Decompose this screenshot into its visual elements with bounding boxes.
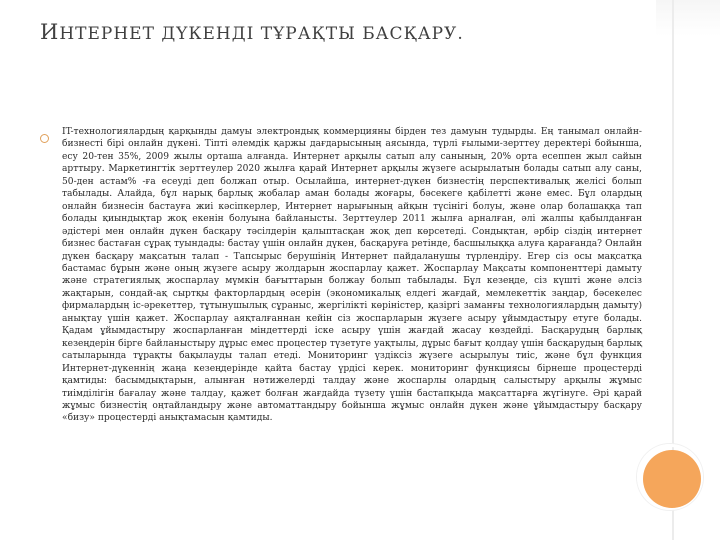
title-text: НТЕРНЕТ ДҮКЕНДІ ТҰРАҚТЫ БАСҚАРУ. [59,24,464,44]
decorative-orange-circle [643,450,701,508]
body-paragraph: IT-технологиялардың қарқынды дамуы электрондық коммерцияны бірден тез дамуын тудырды. Ең танымал онлайн-бизнесті бірі онлайн дүкені. Тіпті әлемдік қаржы дағдарысының аясында, түрлі ғылыми-зерттеу деректері бойынша, есу 20-тен 35%, 2009 жылы орташа алғанда. Интернет арқылы сатып алу санының, 20% орта есеппен жыл сайын арттыру. Маркетингтік зерттеулер 2020 жылға қарай Интернет арқылы жүзеге асырылатын болады сатып алу саны, 50-ден астам% -ға есеуді деп болжап отыр. Осылайша, интернет-дүкен бизнестің перспективалық желісі болып табылады. Алайда, бұл нарық барлық жобалар аман болады жоғары, бәсекеге қабілетті және емес. Бұл олардың онлайн бизнесін бастауға жиі кәсіпкерлер, Интернет нарығының айқын түсінігі болуы, және олар болашаққа тап болады қиындықтар жоқ екенін болуына байланысты. Зерттеулер 2011 жылға арналған, әлі жалпы қабылданған әдістері мен онлайн дүкен басқару тәсілдерін қалыптасқан жоқ деп көрсетеді. Сондықтан, әрбір сіздің интернет бизнес бастаған сұрақ туындады: бастау үшін онлайн дүкен, басқаруға ретінде, басшылыққа алуға қарағанда? Онлайн дүкен басқару мақсатын талап - Тапсырыс берушінің Интернет пайдаланушы түрлендіру. Егер сіз осы мақсатқа бастамас бұрын және оның жүзеге асыру жолдарын жоспарлау қажет. Жоспарлау Мақсаты компоненттері дамыту және стратегиялық жоспарлау мүмкін бағыттарын болжау болып табылады. Бұл кезеңде, сіз күшті және әлсіз жақтарын, сондай-ақ сыртқы факторлардың әсерін (экономикалық елдегі жағдай, мемлекеттік заңдар, бәсекелес фирмалардың іс-әрекеттер, тұтынушылық сұраныс, жергілікті көріністер, қазіргі заманғы технологиялардың дамыту) анықтау үшін қажет. Жоспарлау аяқталғаннан кейін сіз жоспарларын жүзеге асыру ұйымдастыру етуге болады. Қадам ұйымдастыру жоспарланған міндеттерді іске асыру үшін жағдай жасау көздейді. Басқарудың барлық кезеңдерін бірге байланыстыру дұрыс емес процестер түзетуге уақтылы, дұрыс бағыт қолдау үшін басқарудың барлық сатыларында тұрақты бақылауды талап етеді. Мониторинг үздіксіз жүзеге асырылуы тиіс, және бұл функция Интернет-дүкеннің жаңа кезеңдерінде қайта бастау үрдісі керек. мониторинг функциясы бірнеше процестерді қамтиды: басымдықтарын, алынған нәтижелерді талдау және жоспарлы олардың салыстыру арқылы жұмыс тиімділігін бағалау және талдау, қажет болған жағдайда түзету үшін бастапқыда мақсаттарға жүгінуге. Әрі қарай жұмыс бизнестің оңтайландыру және автоматтандыру бойынша жұмыс онлайн дүкен және ұйымдастыру басқару «бизу» процестерді анықтамасын қамтиды. [62,127,642,424]
bullet-circle-icon [40,134,49,143]
slide-title [40,20,464,44]
title-initial: И [40,20,60,44]
corner-shade [656,0,720,36]
